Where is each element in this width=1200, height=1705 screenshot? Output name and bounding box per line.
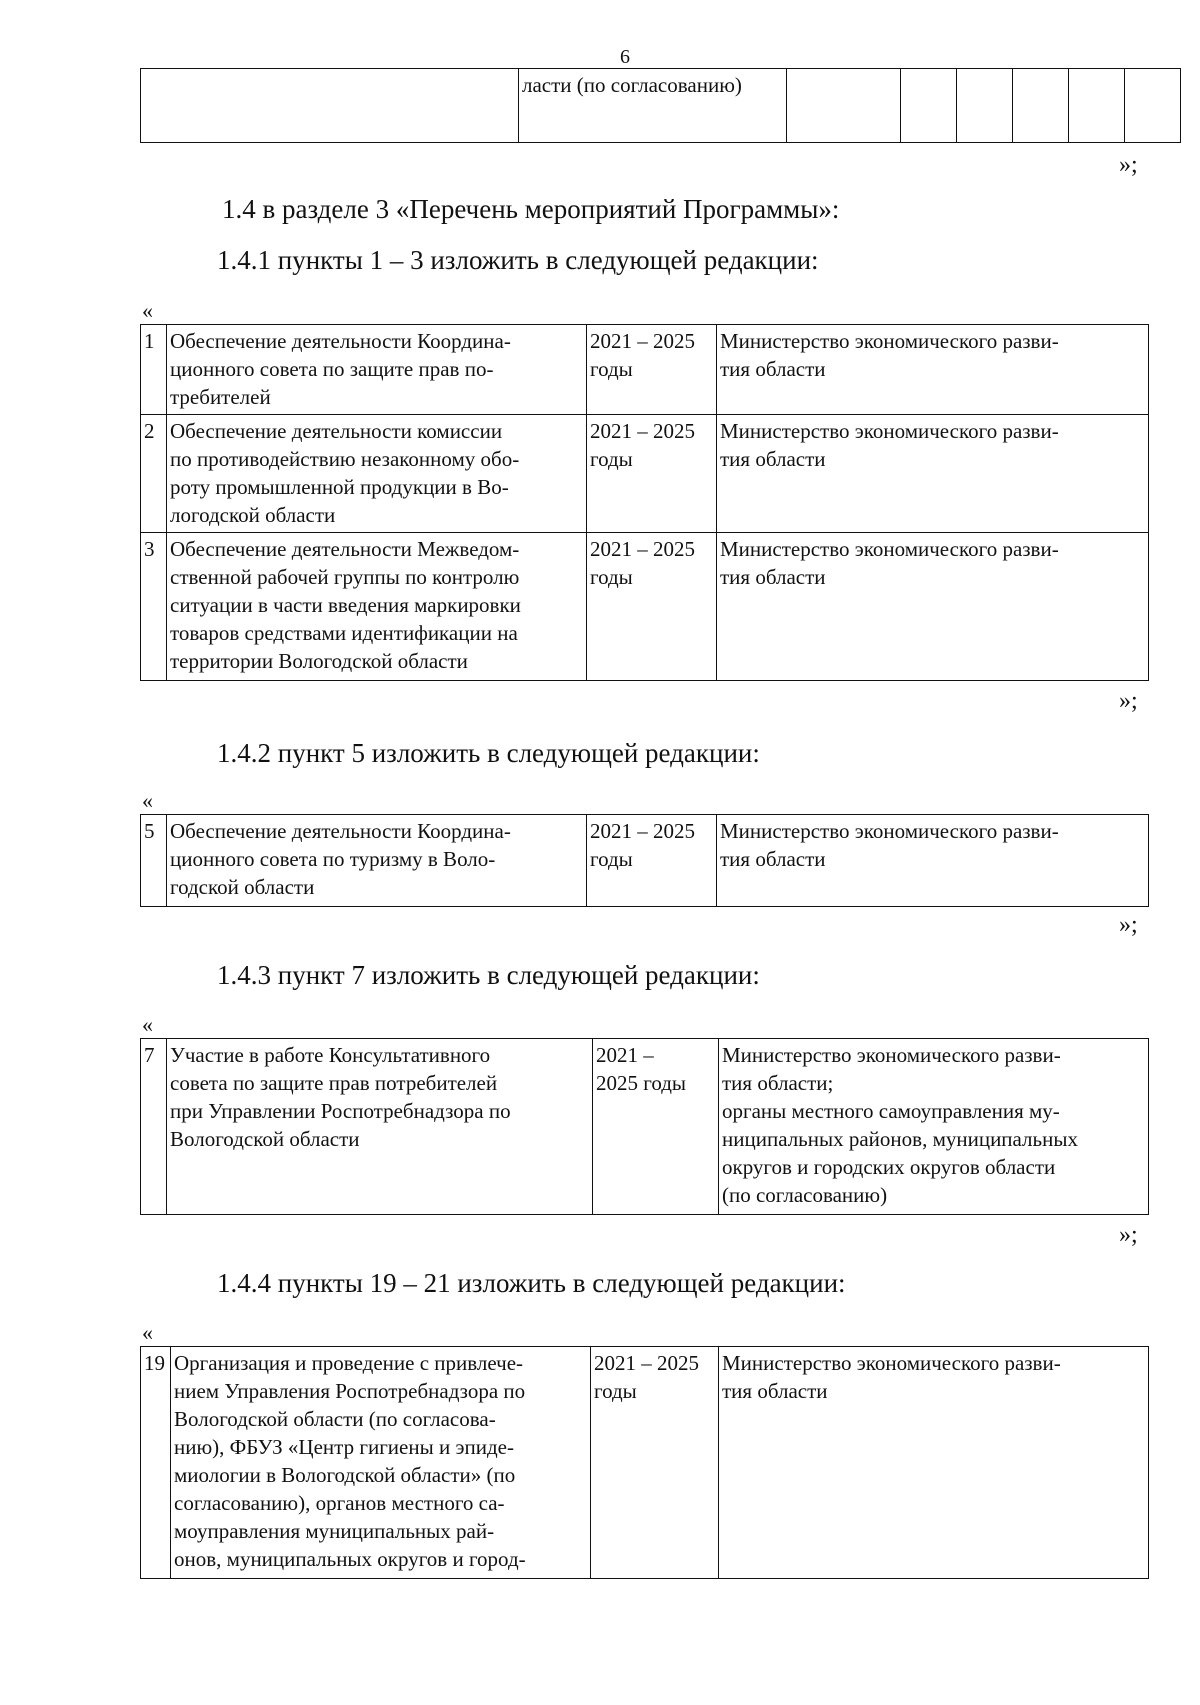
table-item-5 (140, 814, 1149, 907)
item-executor: Министерство экономического разви- тия области (717, 325, 1149, 415)
closing-quote: »; (1119, 912, 1138, 938)
table-cell (957, 69, 1013, 143)
table-cell (141, 69, 519, 143)
table-items-19-21 (140, 1346, 1149, 1579)
opening-quote: « (142, 1012, 153, 1037)
table-cell (1013, 69, 1069, 143)
item-period: 2021 – 2025 годы (587, 533, 717, 681)
item-number: 5 (141, 815, 167, 907)
table-cell (787, 69, 901, 143)
table-row (141, 815, 1149, 907)
item-activity: Обеспечение деятельности Координа- ционного совета по защите прав по- требителей (167, 325, 587, 415)
continuation-table (140, 68, 1181, 143)
table-row (141, 1039, 1149, 1215)
table-item-7 (140, 1038, 1149, 1215)
heading-1-4: 1.4 в разделе 3 «Перечень мероприятий Программы»: (222, 194, 840, 224)
item-number: 1 (141, 325, 167, 415)
item-activity: Обеспечение деятельности комиссии по противодействию незаконному обо- роту промышленной продукции в Во- логодской области (167, 415, 587, 533)
item-number: 2 (141, 415, 167, 533)
table-cell (1125, 69, 1181, 143)
item-activity: Обеспечение деятельности Межведом- ственной рабочей группы по контролю ситуации в части введения маркировки товаров средствами идентификации на территории Вологодской области (167, 533, 587, 681)
item-executor: Министерство экономического разви- тия области (719, 1347, 1149, 1579)
heading-1-4-3: 1.4.3 пункт 7 изложить в следующей редакции: (217, 960, 760, 990)
closing-quote: »; (1119, 1222, 1138, 1248)
closing-quote: »; (1119, 152, 1138, 178)
closing-quote: »; (1119, 688, 1138, 714)
heading-1-4-4: 1.4.4 пункты 19 – 21 изложить в следующей редакции: (217, 1268, 846, 1298)
table-row (141, 325, 1149, 415)
table-row (141, 415, 1149, 533)
table-cell (901, 69, 957, 143)
item-period: 2021 – 2025 годы (587, 325, 717, 415)
table-items-1-3 (140, 324, 1149, 681)
item-activity: Обеспечение деятельности Координа- ционного совета по туризму в Воло- годской области (167, 815, 587, 907)
opening-quote: « (142, 298, 153, 323)
item-number: 3 (141, 533, 167, 681)
heading-1-4-2: 1.4.2 пункт 5 изложить в следующей редакции: (217, 738, 760, 768)
item-activity: Участие в работе Консультативного совета по защите прав потребителей при Управлении Роспотребнадзора по Вологодской области (167, 1039, 593, 1215)
opening-quote: « (142, 788, 153, 813)
item-executor: Министерство экономического разви- тия области (717, 533, 1149, 681)
opening-quote: « (142, 1320, 153, 1345)
page-number: 6 (620, 46, 630, 68)
item-executor: Министерство экономического разви- тия области (717, 415, 1149, 533)
table-cell (1069, 69, 1125, 143)
item-executor: Министерство экономического разви- тия области; органы местного самоуправления му- ниципальных районов, муниципальных округов и городских округов области (по согласованию) (719, 1039, 1149, 1215)
item-activity: Организация и проведение с привлече- нием Управления Роспотребнадзора по Вологодской области (по согласова- нию), ФБУЗ «Центр гигиены и эпиде- миологии в Вологодской области» (по согласованию), органов местного са- моуправления муниципальных рай- онов, муниципальных округов и город- (171, 1347, 591, 1579)
table-cell: ласти (по согласованию) (519, 69, 787, 143)
item-period: 2021 – 2025 годы (593, 1039, 719, 1215)
table-row (141, 533, 1149, 681)
table-row (141, 1347, 1149, 1579)
heading-1-4-1: 1.4.1 пункты 1 – 3 изложить в следующей редакции: (217, 245, 819, 275)
item-period: 2021 – 2025 годы (591, 1347, 719, 1579)
item-period: 2021 – 2025 годы (587, 415, 717, 533)
item-number: 7 (141, 1039, 167, 1215)
item-number: 19 (141, 1347, 171, 1579)
item-period: 2021 – 2025 годы (587, 815, 717, 907)
item-executor: Министерство экономического разви- тия области (717, 815, 1149, 907)
